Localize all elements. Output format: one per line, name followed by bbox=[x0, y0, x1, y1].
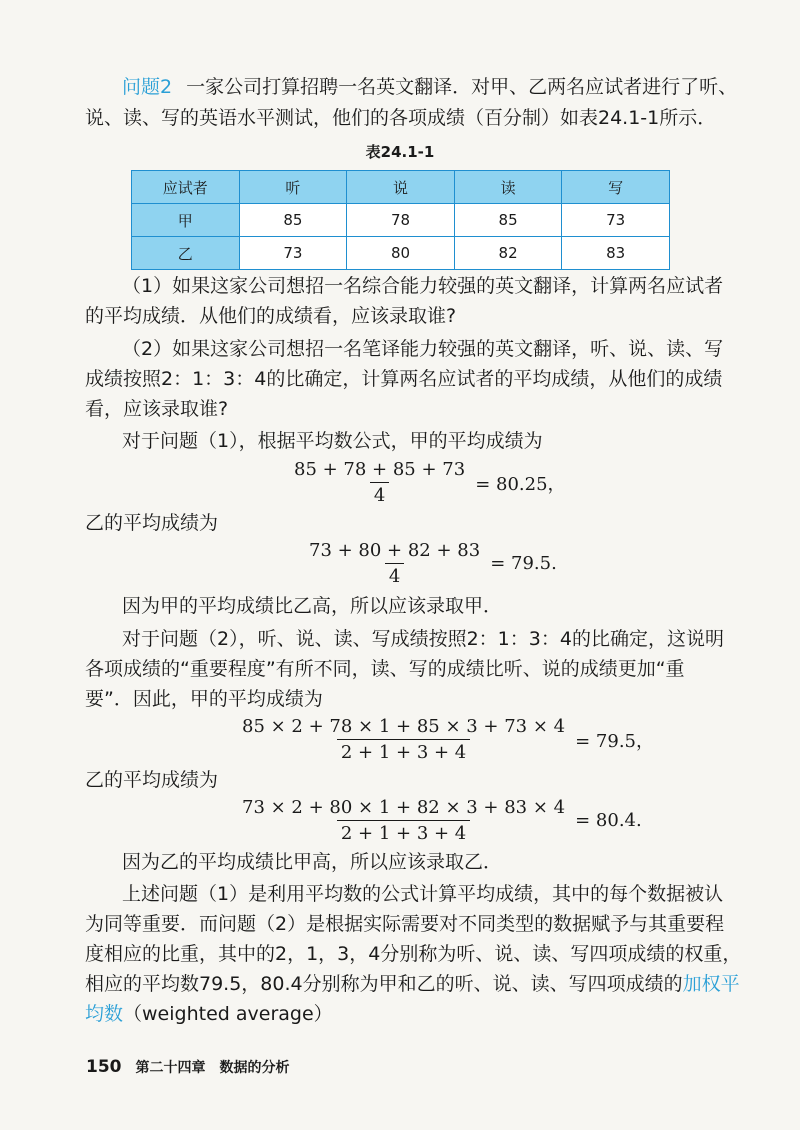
solution-1-intro: 对于问题（1），根据平均数公式，甲的平均成绩为 bbox=[122, 430, 543, 452]
summary-line-3: 度相应的比重，其中的2，1，3，4分别称为听、说、读、写四项成绩的权重， bbox=[85, 943, 742, 965]
score-table bbox=[131, 170, 670, 270]
summary-line-4 bbox=[85, 975, 740, 994]
table-cell: 73 bbox=[562, 204, 670, 237]
formula-numerator: 73 × 2 + 80 × 1 + 82 × 3 + 83 × 4 bbox=[242, 797, 566, 818]
header-cell-reading: 读 bbox=[454, 171, 562, 204]
formula-yi-weighted-mean bbox=[238, 797, 642, 844]
formula-jia-simple-mean bbox=[290, 459, 566, 506]
chapter-title: 第二十四章 数据的分析 bbox=[135, 1060, 290, 1076]
formula-result: = 79.5. bbox=[490, 553, 557, 574]
problem-line-2: 说、读、写的英语水平测试，他们的各项成绩（百分制）如表24.1-1所示． bbox=[85, 107, 717, 129]
row-label: 甲 bbox=[132, 204, 240, 237]
formula-result: = 79.5， bbox=[575, 730, 654, 752]
page-footer bbox=[86, 1057, 290, 1077]
question-1-line-1: （1）如果这家公司想招一名综合能力较强的英文翻译，计算两名应试者 bbox=[122, 275, 724, 297]
header-cell-writing: 写 bbox=[562, 171, 670, 204]
table-header-row bbox=[132, 171, 670, 204]
table-cell: 82 bbox=[454, 237, 562, 270]
table-cell: 78 bbox=[347, 204, 455, 237]
formula-denominator: 4 bbox=[370, 482, 389, 506]
formula-jia-weighted-mean bbox=[238, 716, 654, 763]
problem-label: 问题2 bbox=[122, 76, 173, 98]
table-row bbox=[132, 204, 670, 237]
formula-numerator: 73 + 80 + 82 + 83 bbox=[309, 540, 481, 561]
solution-2-line-2: 各项成绩的“重要程度”有所不同，读、写的成绩比听、说的成绩更加“重 bbox=[85, 658, 685, 680]
solution-2-conclusion: 因为乙的平均成绩比甲高，所以应该录取乙． bbox=[122, 851, 503, 873]
table-cell: 80 bbox=[347, 237, 455, 270]
header-cell-speaking: 说 bbox=[347, 171, 455, 204]
formula-denominator: 2 + 1 + 3 + 4 bbox=[337, 739, 470, 763]
summary-text: 相应的平均数79.5，80.4分别称为甲和乙的听、说、读、写四项成绩的 bbox=[85, 973, 683, 995]
summary-line-1: 上述问题（1）是利用平均数的公式计算平均成绩，其中的每个数据被认 bbox=[122, 883, 724, 905]
table-cell: 85 bbox=[239, 204, 347, 237]
table-cell: 83 bbox=[562, 237, 670, 270]
question-1-line-2: 的平均成绩．从他们的成绩看，应该录取谁? bbox=[85, 305, 457, 327]
table-cell: 85 bbox=[454, 204, 562, 237]
formula-yi-simple-mean bbox=[305, 540, 557, 587]
term-weighted-average-cont: 均数 bbox=[85, 1003, 124, 1025]
question-2-line-1: （2）如果这家公司想招一名笔译能力较强的英文翻译，听、说、读、写 bbox=[122, 338, 724, 360]
yi-mean-label-2: 乙的平均成绩为 bbox=[85, 769, 219, 791]
solution-2-line-3: 要”．因此，甲的平均成绩为 bbox=[85, 688, 323, 710]
formula-numerator: 85 × 2 + 78 × 1 + 85 × 3 + 73 × 4 bbox=[242, 716, 566, 737]
table-cell: 73 bbox=[239, 237, 347, 270]
problem-line-1 bbox=[122, 78, 737, 97]
header-cell-listening: 听 bbox=[239, 171, 347, 204]
header-cell-candidate: 应试者 bbox=[132, 171, 240, 204]
yi-mean-label-1: 乙的平均成绩为 bbox=[85, 512, 219, 534]
table-row bbox=[132, 237, 670, 270]
row-label: 乙 bbox=[132, 237, 240, 270]
question-2-line-2: 成绩按照2：1：3：4的比确定，计算两名应试者的平均成绩，从他们的成绩 bbox=[85, 368, 723, 390]
formula-result: = 80.4. bbox=[575, 810, 642, 831]
term-weighted-average: 加权平 bbox=[682, 973, 740, 995]
question-2-line-3: 看，应该录取谁? bbox=[85, 398, 229, 420]
english-term: （weighted average） bbox=[123, 1003, 333, 1025]
solution-2-line-1: 对于问题（2），听、说、读、写成绩按照2：1：3：4的比确定，这说明 bbox=[122, 628, 724, 650]
page-number: 150 bbox=[86, 1057, 122, 1077]
formula-result: = 80.25， bbox=[475, 473, 566, 495]
formula-denominator: 2 + 1 + 3 + 4 bbox=[337, 820, 470, 844]
problem-text-1: 一家公司打算招聘一名英文翻译．对甲、乙两名应试者进行了听、 bbox=[186, 76, 738, 98]
summary-line-2: 为同等重要．而问题（2）是根据实际需要对不同类型的数据赋予与其重要程 bbox=[85, 913, 725, 935]
solution-1-conclusion: 因为甲的平均成绩比乙高，所以应该录取甲． bbox=[122, 595, 503, 617]
formula-denominator: 4 bbox=[385, 563, 404, 587]
formula-numerator: 85 + 78 + 85 + 73 bbox=[294, 459, 466, 480]
table-caption: 表24.1-1 bbox=[365, 143, 435, 161]
summary-line-5 bbox=[85, 1005, 333, 1024]
